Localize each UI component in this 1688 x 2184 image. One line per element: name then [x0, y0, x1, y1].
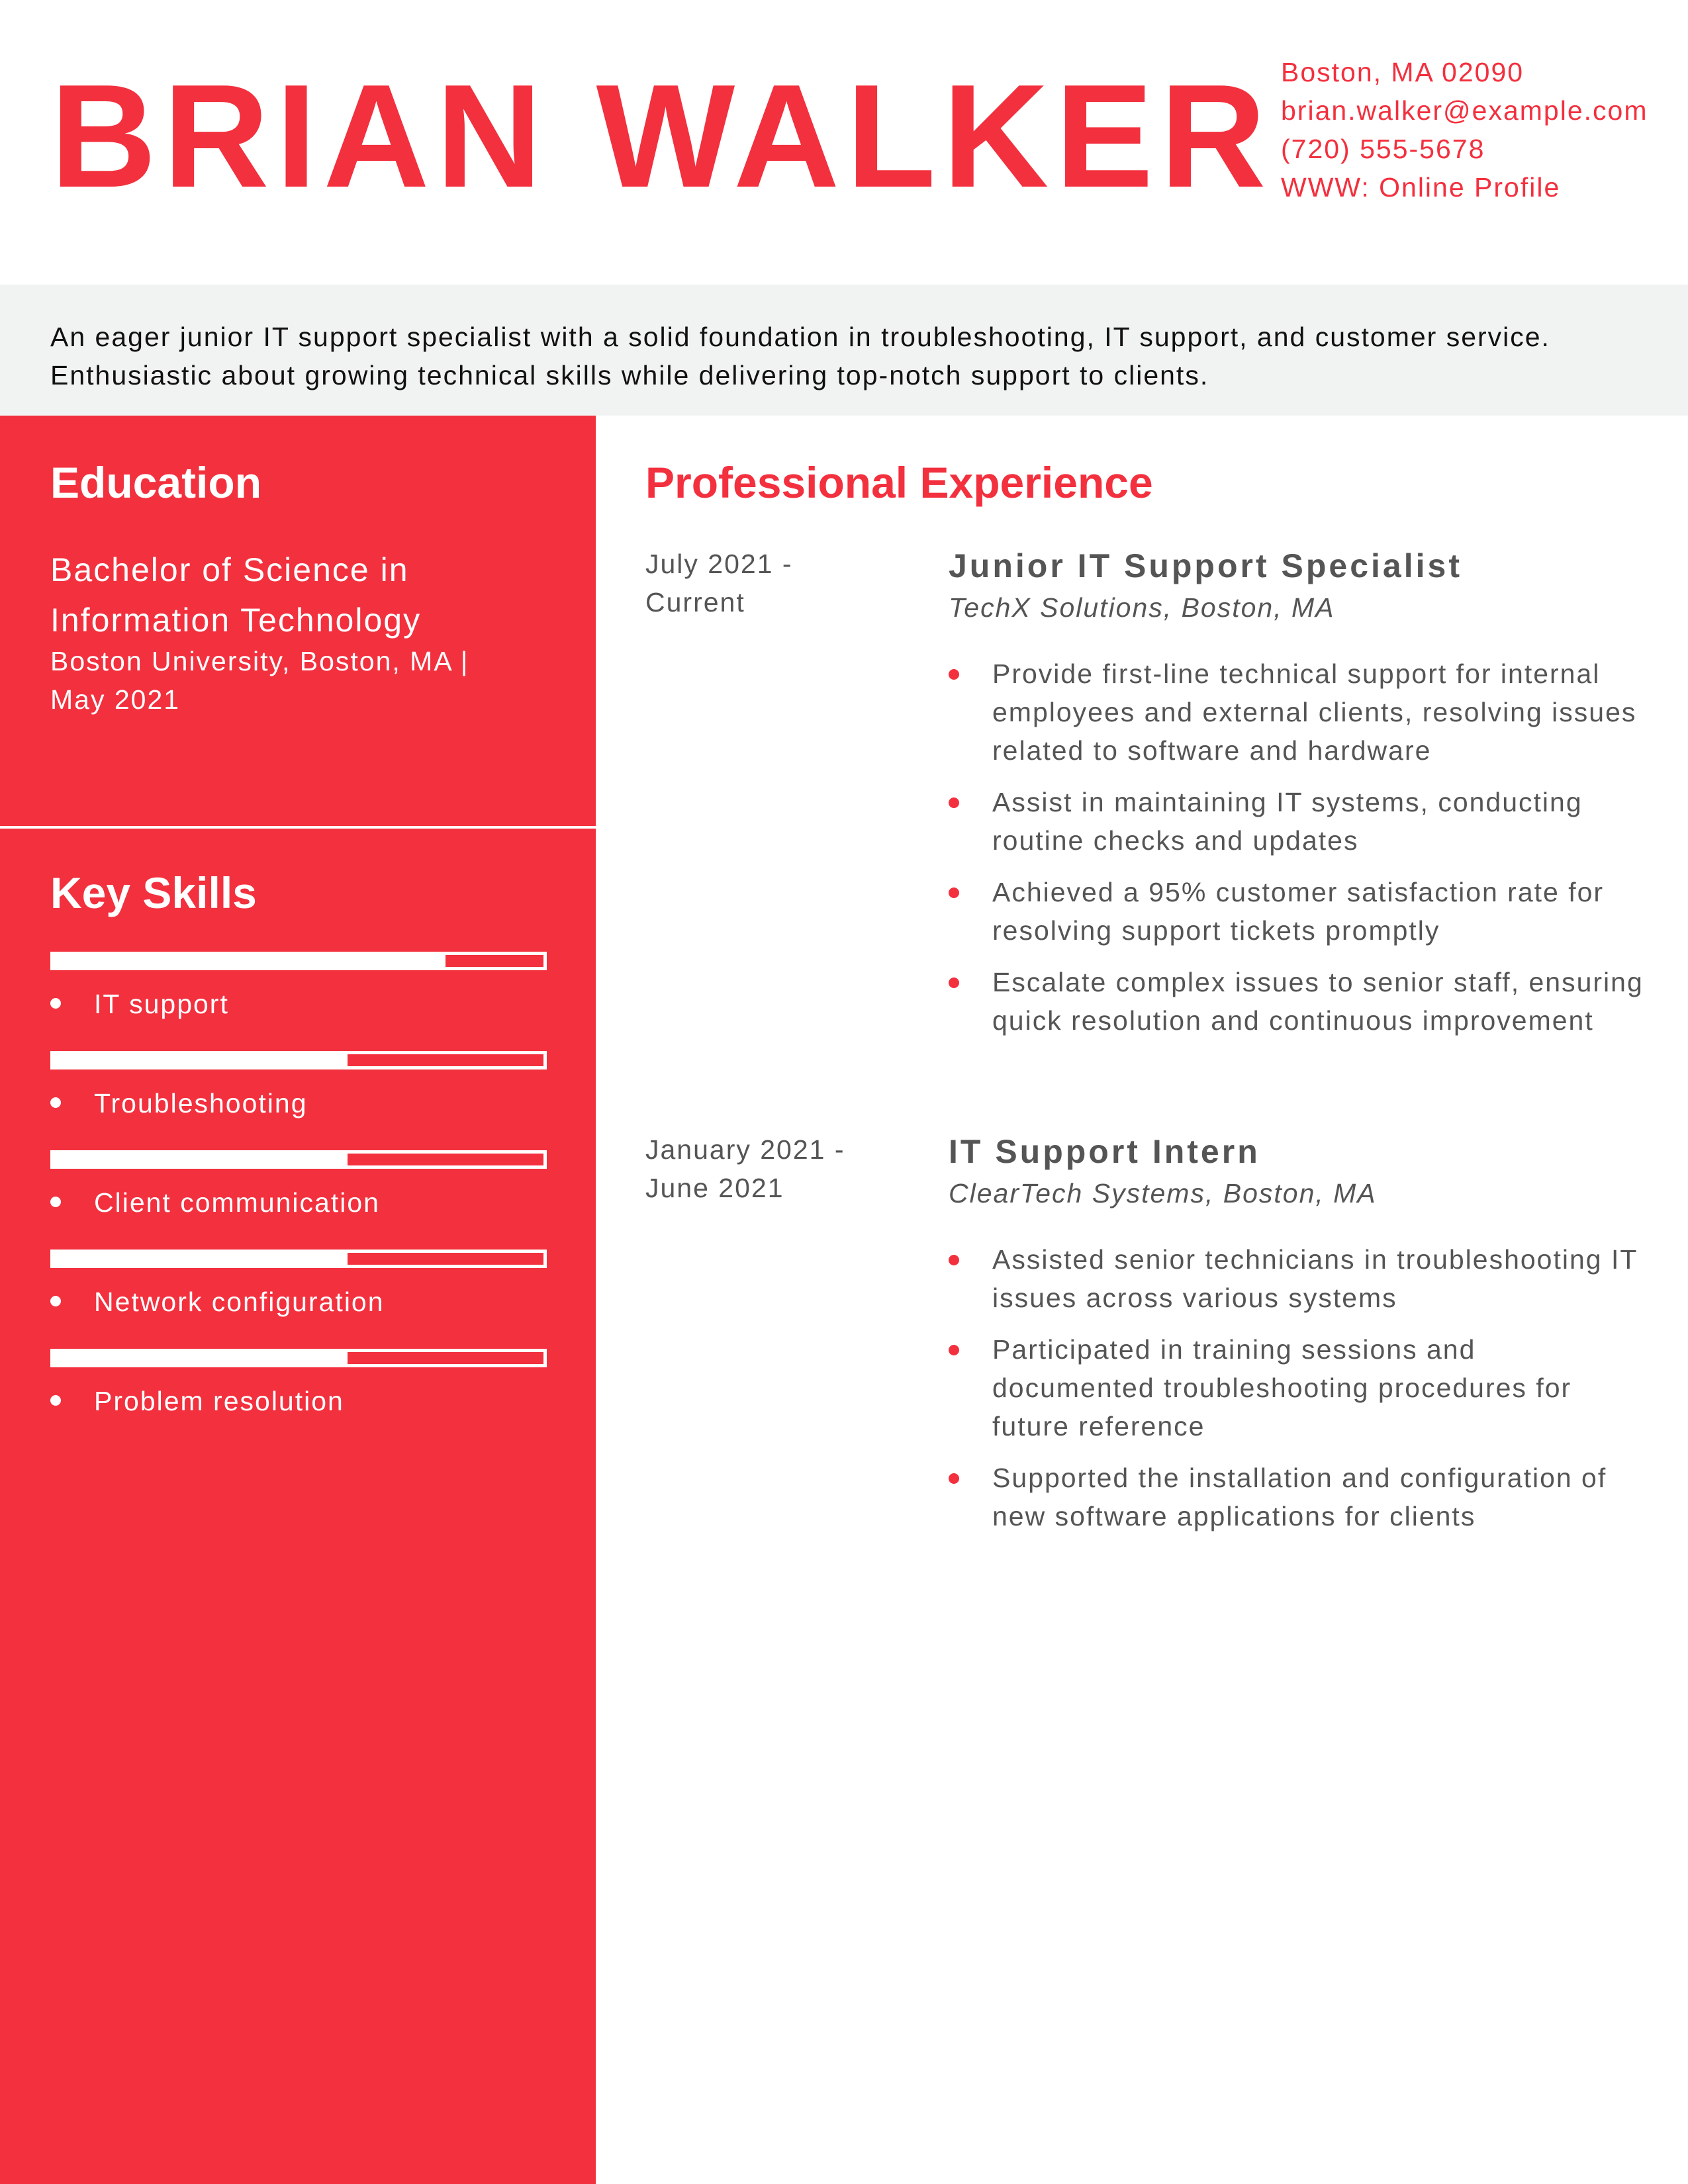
list-item: [949, 1330, 1644, 1445]
bullet-text: Assisted senior technicians in troubleshooting IT issues across various systems: [992, 1244, 1638, 1313]
bullet-text: Participated in training sessions and documented troubleshooting procedures for future reference: [992, 1334, 1572, 1441]
skill-level-fill: [54, 955, 445, 967]
job-title: Junior IT Support Specialist: [949, 547, 1462, 584]
skill-label: Network configuration: [94, 1287, 385, 1317]
bullet-dot-icon: [949, 1345, 959, 1355]
skill-label: Client communication: [94, 1187, 380, 1218]
job-bullet-list: [949, 1240, 1644, 1549]
bullet-dot-icon: [949, 887, 959, 898]
bullet-text: Assist in maintaining IT systems, conducting routine checks and updates: [992, 787, 1583, 856]
contact-location: Boston, MA 02090: [1281, 57, 1524, 87]
sidebar-divider: [0, 826, 596, 829]
skill-level-fill: [54, 1352, 348, 1364]
list-item: [949, 655, 1644, 770]
bullet-dot-icon: [50, 1296, 61, 1306]
bullet-dot-icon: [949, 978, 959, 988]
bullet-dot-icon: [50, 998, 61, 1009]
contact-website[interactable]: WWW: Online Profile: [1281, 172, 1561, 203]
skills-heading: Key Skills: [50, 868, 257, 917]
bullet-text: Supported the installation and configuration of new software applications for clients: [992, 1463, 1607, 1531]
list-item: [949, 873, 1644, 950]
main-column: [596, 416, 1688, 2184]
job-company: ClearTech Systems, Boston, MA: [949, 1178, 1377, 1208]
skill-label: Troubleshooting: [94, 1088, 308, 1118]
job-dates: July 2021 - Current: [645, 549, 793, 617]
list-item: [949, 783, 1644, 860]
job-dates: January 2021 - June 2021: [645, 1134, 845, 1203]
candidate-name: BRIAN WALKER: [50, 54, 1273, 218]
summary-section: [0, 285, 1688, 416]
list-item: [949, 963, 1644, 1040]
bullet-dot-icon: [949, 669, 959, 680]
bullet-dot-icon: [50, 1197, 61, 1207]
bullet-dot-icon: [50, 1395, 61, 1406]
skill-level-fill: [54, 1253, 348, 1265]
bullet-dot-icon: [949, 1255, 959, 1265]
bullet-dot-icon: [50, 1097, 61, 1108]
skill-level-bar: [50, 1349, 547, 1367]
education-degree: Bachelor of Science in Information Technology: [50, 551, 422, 639]
bullet-text: Achieved a 95% customer satisfaction rate for resolving support tickets promptly: [992, 877, 1605, 946]
skill-level-bar: [50, 1150, 547, 1169]
skill-level-fill: [54, 1154, 348, 1165]
contact-block: [1281, 53, 1652, 206]
skill-item: [50, 1349, 547, 1441]
skill-item: [50, 1051, 547, 1144]
skill-item: [50, 1250, 547, 1342]
bullet-text: Provide first-line technical support for internal employees and external clients, resolving issues related to software and hardware: [992, 659, 1637, 766]
sidebar: [0, 416, 596, 2184]
resume-header: [0, 0, 1688, 285]
list-item: [949, 1459, 1644, 1535]
skill-level-fill: [54, 1054, 348, 1066]
contact-email[interactable]: brian.walker@example.com: [1281, 95, 1648, 126]
job-bullet-list: [949, 655, 1644, 1053]
skill-item: [50, 952, 547, 1044]
list-item: [949, 1240, 1644, 1317]
experience-heading: Professional Experience: [645, 458, 1153, 507]
education-school: Boston University, Boston, MA | May 2021: [50, 646, 469, 715]
skill-level-bar: [50, 1051, 547, 1069]
education-heading: Education: [50, 458, 262, 507]
job-company: TechX Solutions, Boston, MA: [949, 592, 1335, 623]
job-title: IT Support Intern: [949, 1133, 1260, 1170]
skill-item: [50, 1150, 547, 1243]
bullet-dot-icon: [949, 797, 959, 808]
skill-level-bar: [50, 952, 547, 970]
skill-label: Problem resolution: [94, 1386, 344, 1416]
contact-phone[interactable]: (720) 555-5678: [1281, 134, 1485, 164]
summary-text: An eager junior IT support specialist with a solid foundation in troubleshooting, IT support, and customer service. Enthusiastic about growing technical skills while delivering top-notch support to clients.: [50, 322, 1550, 390]
bullet-dot-icon: [949, 1473, 959, 1484]
skill-label: IT support: [94, 989, 229, 1019]
skill-level-bar: [50, 1250, 547, 1268]
bullet-text: Escalate complex issues to senior staff, ensuring quick resolution and continuous improvement: [992, 967, 1644, 1036]
